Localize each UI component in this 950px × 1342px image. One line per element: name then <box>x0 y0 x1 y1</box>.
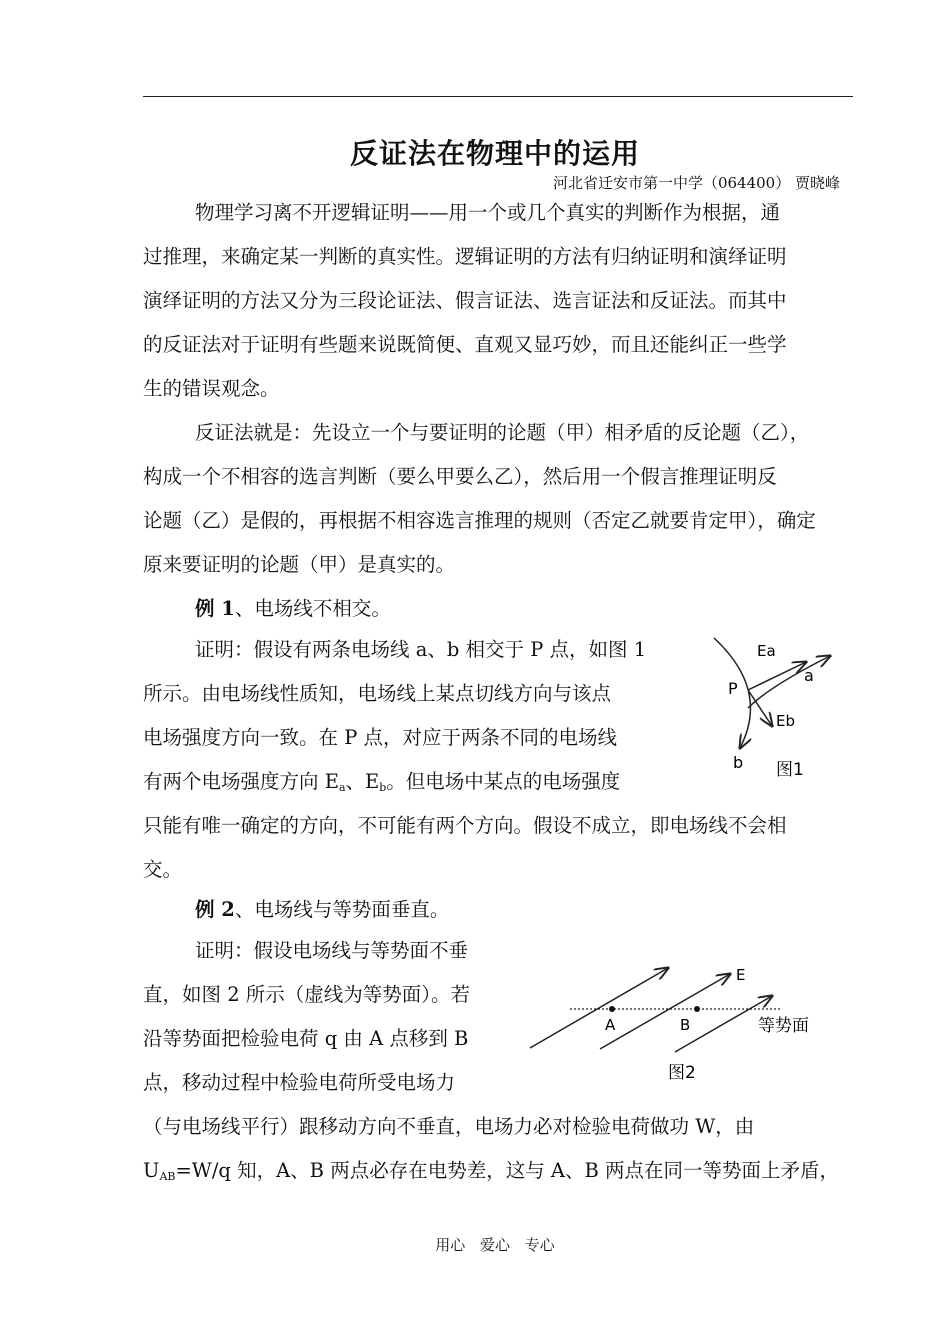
point-b <box>694 1006 700 1012</box>
paragraph-line: 只能有唯一确定的方向，不可能有两个方向。假设不成立，即电场线不会相 <box>143 814 787 837</box>
paragraph-line: 演绎证明的方法又分为三段论证法、假言证法、选言证法和反证法。而其中 <box>143 289 787 312</box>
label-a: A <box>605 1016 616 1034</box>
paragraph-line: 点，移动过程中检验电荷所受电场力 <box>143 1071 456 1094</box>
paragraph-line: 电场强度方向一致。在 P 点，对应于两条不同的电场线 <box>143 726 618 749</box>
example-label: 例 2 <box>195 898 235 921</box>
paragraph-line: 有两个电场强度方向 $E_a$、$E_b$。但电场中某点的电场强度 <box>143 770 621 794</box>
example-label: 例 1 <box>195 597 235 620</box>
paragraph-line: 直，如图 2 所示（虚线为等势面）。若 <box>143 983 471 1006</box>
paragraph-line: $U_{AB}=W/q$ 知，A、B 两点必存在电势差，这与 A、B 两点在同一等势面上矛盾， <box>143 1159 840 1183</box>
label-equipotential: 等势面 <box>758 1016 809 1036</box>
paragraph-line: 沿等势面把检验电荷 q 由 A 点移到 B <box>143 1027 469 1050</box>
label-a: a <box>804 666 814 685</box>
paragraph-line: 论题（乙）是假的，再根据不相容选言推理的规则（否定乙就要肯定甲），确定 <box>143 509 816 532</box>
field-line-2 <box>600 974 730 1049</box>
figure-2-caption: 图2 <box>668 1063 696 1083</box>
example-heading <box>195 597 391 621</box>
label-p: P <box>728 679 738 698</box>
label-eb: Eb <box>776 712 795 730</box>
paragraph-line: 反证法就是：先设立一个与要证明的论题（甲）相矛盾的反论题（乙）， <box>195 421 810 444</box>
paragraph-line: 交。 <box>143 858 183 881</box>
paragraph-line: 物理学习离不开逻辑证明——用一个或几个真实的判断作为根据，通 <box>195 201 781 224</box>
label-e: E <box>736 966 746 984</box>
paragraph-line: 构成一个不相容的选言判断（要么甲要么乙），然后用一个假言推理证明反 <box>143 465 777 488</box>
paragraph-line: 过推理，来确定某一判断的真实性。逻辑证明的方法有归纳证明和演绎证明 <box>143 245 787 268</box>
paragraph-line: 证明：假设有两条电场线 a、b 相交于 P 点，如图 1 <box>195 638 647 661</box>
example-heading <box>195 898 449 922</box>
label-b: B <box>680 1016 691 1034</box>
paragraph-line: 所示。由电场线性质知，电场线上某点切线方向与该点 <box>143 682 612 705</box>
header-rule <box>143 96 853 97</box>
field-line-a <box>748 656 830 708</box>
paragraph-line: 生的错误观念。 <box>143 377 280 400</box>
point-a <box>609 1006 615 1012</box>
author-line: 河北省迁安市第一中学（064400） 贾晓峰 <box>552 174 840 192</box>
label-ea: Ea <box>757 642 776 660</box>
paragraph-line: （与电场线平行）跟移动方向不垂直，电场力必对检验电荷做功 W，由 <box>143 1115 755 1138</box>
figure-1-diagram <box>700 630 850 790</box>
field-line-1 <box>530 968 668 1048</box>
arrow-eb <box>748 690 772 726</box>
label-b: b <box>733 753 744 772</box>
figure-2-diagram <box>520 958 830 1088</box>
paragraph-line: 原来要证明的论题（甲）是真实的。 <box>143 553 456 576</box>
example-heading-text: 、电场线与等势面垂直。 <box>234 898 450 921</box>
figure-1-caption: 图1 <box>776 760 804 780</box>
page-title: 反证法在物理中的运用 <box>349 137 640 170</box>
paragraph-line: 的反证法对于证明有些题来说既简便、直观又显巧妙，而且还能纠正一些学 <box>143 333 787 356</box>
example-heading-text: 、电场线不相交。 <box>234 597 391 620</box>
page-footer: 用心 爱心 专心 <box>435 1236 555 1254</box>
paragraph-line: 证明：假设电场线与等势面不垂 <box>195 939 469 962</box>
